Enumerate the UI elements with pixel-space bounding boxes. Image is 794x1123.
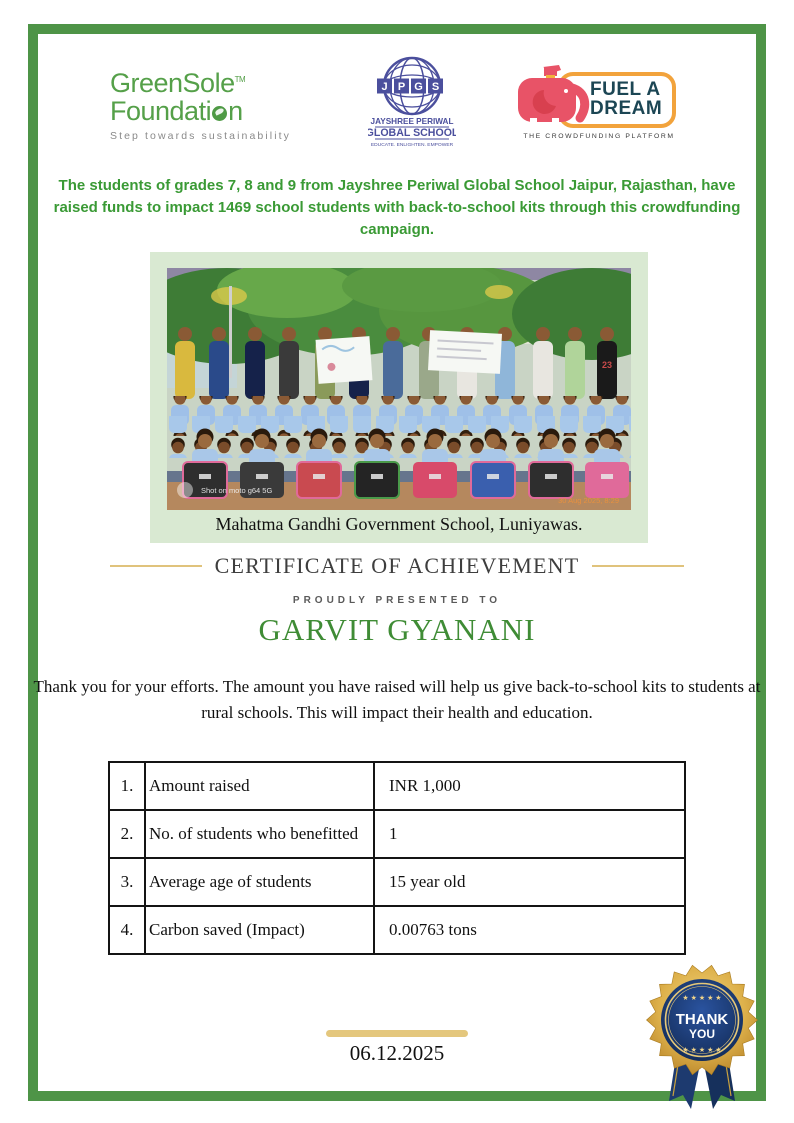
jpgs-logo — [368, 54, 456, 159]
jpgs-motto: EDUCATE. ENLIGHTEN. EMPOWER — [370, 142, 454, 148]
greensole-tagline: Step towards sustainability — [110, 129, 292, 142]
certificate-title: CERTIFICATE OF ACHIEVEMENT — [214, 553, 580, 578]
photo-card — [150, 252, 648, 543]
trademark-symbol: TM — [234, 75, 246, 85]
gold-line-right — [592, 565, 684, 567]
fuel-a-dream-tagline: THE CROWDFUNDING PLATFORM — [523, 132, 675, 140]
badge-text-thank: THANK — [675, 1011, 729, 1028]
elephant-fuelcan-icon — [514, 64, 592, 134]
recipient-name: GARVIT GYANANI — [258, 612, 536, 647]
jpgs-letter-s: S — [431, 80, 440, 93]
fuel-a-dream-logo — [514, 72, 684, 139]
row-label: Average age of students — [145, 858, 374, 906]
row-label: No. of students who benefitted — [145, 810, 374, 858]
jpgs-school-name-1: JAYSHREE PERIWAL — [370, 116, 454, 126]
greensole-foundation-line — [110, 98, 310, 126]
fuel-a-dream-text-2: DREAM — [590, 98, 663, 119]
table-row — [109, 906, 685, 954]
row-number: 4. — [109, 906, 145, 954]
row-label: Carbon saved (Impact) — [145, 906, 374, 954]
gold-line-left — [110, 565, 202, 567]
greensole-wordmark — [110, 70, 310, 98]
fuel-a-dream-text-1: FUEL A — [590, 79, 661, 101]
campaign-note: The students of grades 7, 8 and 9 from Jayshree Periwal Global School Jaipur, Rajasthan, have raised funds to impact 1469 school students with back-to-school kits through this crowdfunding campaign. — [53, 177, 741, 238]
certificate-title-row — [110, 553, 684, 579]
school-photo — [167, 268, 631, 510]
thank-you-badge — [642, 958, 762, 1123]
jpgs-school-name-2: GLOBAL SCHOOL — [368, 126, 456, 139]
badge-text-you: YOU — [688, 1027, 716, 1041]
row-number: 2. — [109, 810, 145, 858]
row-number: 3. — [109, 858, 145, 906]
table-row — [109, 858, 685, 906]
date-divider-bar — [326, 1030, 468, 1037]
badge-stars-top: ★ ★ ★ ★ ★ — [682, 995, 722, 1002]
foundation-text-a: Foundati — [110, 96, 212, 126]
table-row — [109, 762, 685, 810]
photo-watermark-left: Shot on moto g64 5G — [201, 486, 273, 495]
globe-icon — [212, 106, 227, 121]
row-value: 0.00763 tons — [374, 906, 685, 954]
photo-watermark-right: 30 Aug 2025, 8:29 — [558, 496, 619, 505]
jpgs-letter-p: P — [397, 80, 406, 93]
row-value: 15 year old — [374, 858, 685, 906]
row-label: Amount raised — [145, 762, 374, 810]
impact-table — [108, 761, 686, 955]
foundation-text-b: n — [228, 96, 243, 126]
jpgs-letter-j: J — [381, 80, 388, 93]
jpgs-globe-icon — [368, 54, 456, 154]
photo-caption: Mahatma Gandhi Government School, Luniyawas. — [215, 514, 583, 534]
greensole-logo — [110, 70, 310, 141]
jersey-number: 23 — [601, 360, 613, 370]
row-number: 1. — [109, 762, 145, 810]
badge-stars-bottom: ★ ★ ★ ★ ★ — [682, 1047, 722, 1054]
thank-you-message: Thank you for your efforts. The amount you have raised will help us give back-to-school kits to students at rural schools. This will impact their health and education. — [33, 677, 761, 723]
row-value: INR 1,000 — [374, 762, 685, 810]
certificate-date: 06.12.2025 — [349, 1041, 445, 1065]
row-value: 1 — [374, 810, 685, 858]
jpgs-letter-g: G — [414, 80, 423, 93]
presented-to-label: PROUDLY PRESENTED TO — [292, 595, 502, 606]
table-row — [109, 810, 685, 858]
greensole-name: GreenSole — [110, 68, 235, 99]
header-logos — [60, 52, 734, 160]
